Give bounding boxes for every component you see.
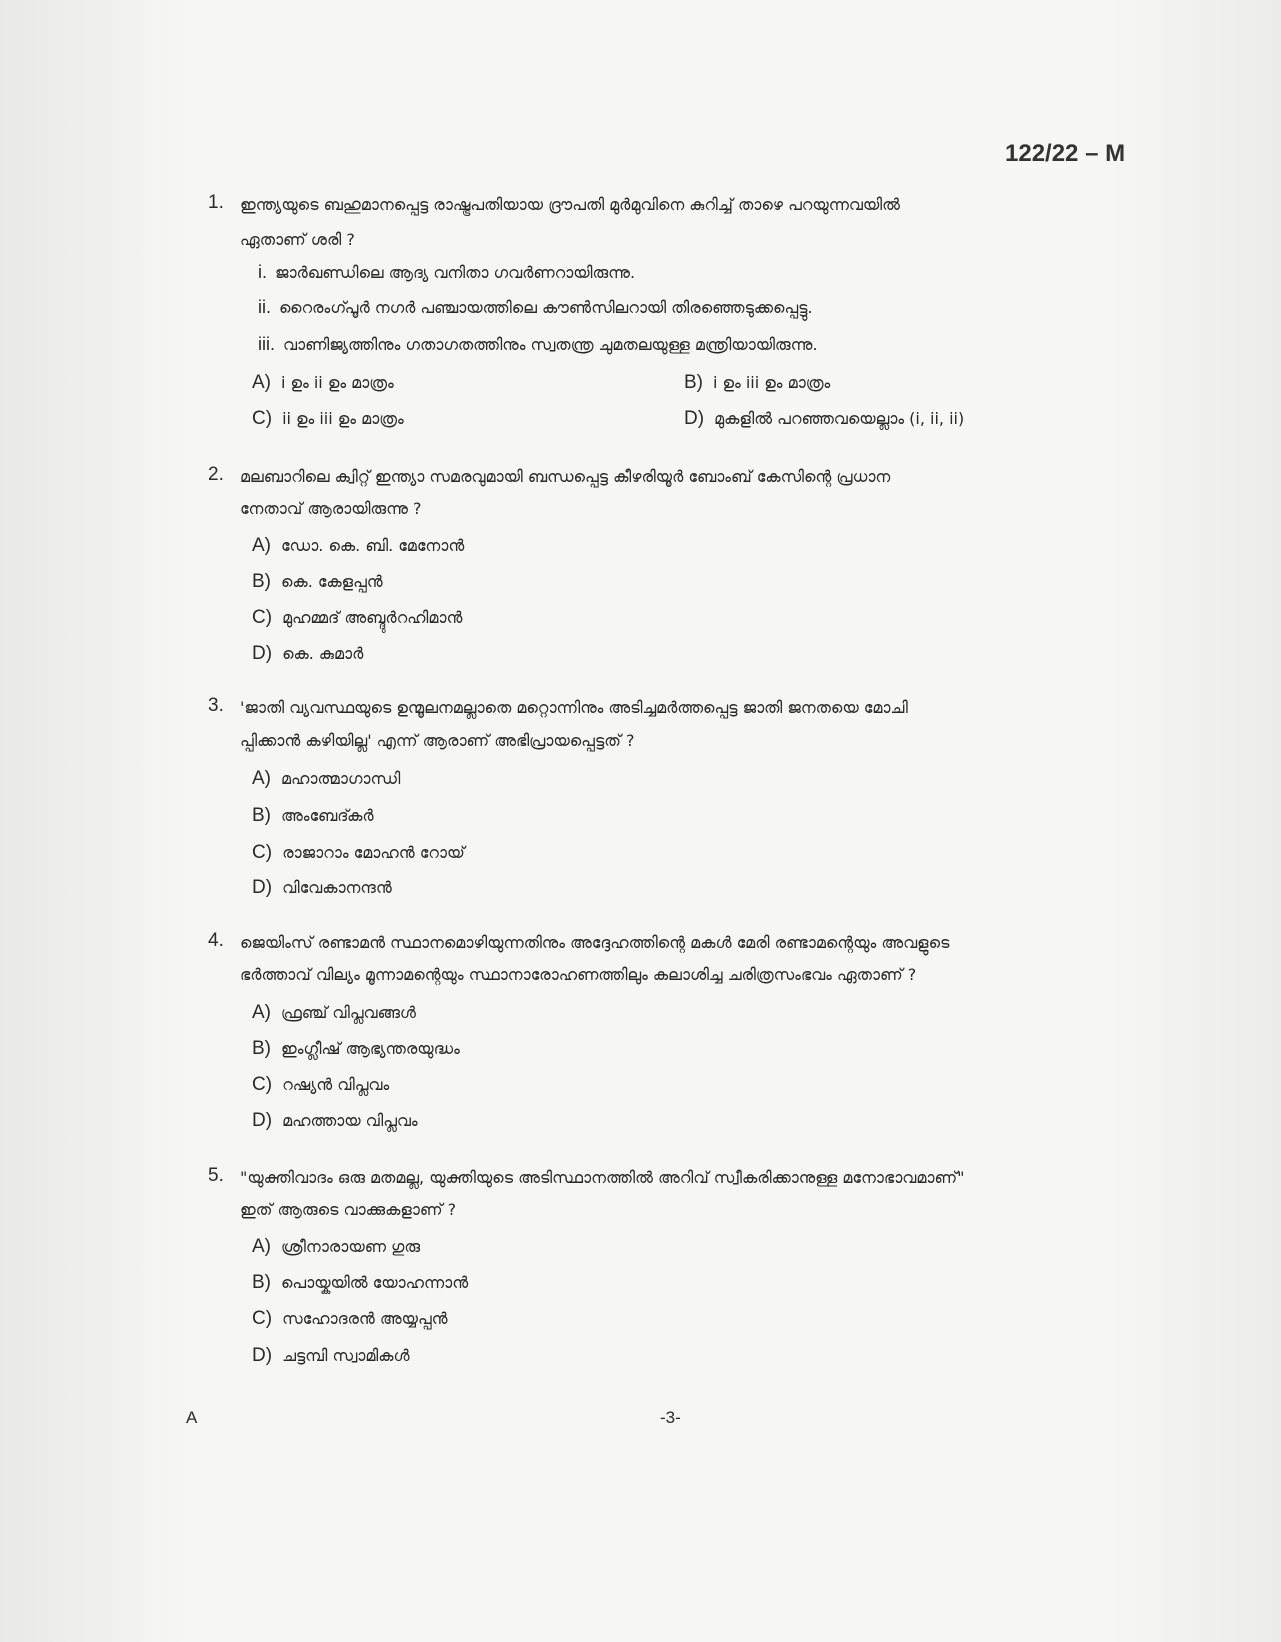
answer-option bbox=[252, 1236, 420, 1258]
option-text: ശ്രീനാരായണ ഗുരു bbox=[281, 1237, 421, 1256]
question-number: 3. bbox=[208, 695, 224, 716]
statement-text: റൈരംഗ്പൂർ നഗർ പഞ്ചായത്തിലെ കൗൺസിലറായി തിരഞ്ഞെടുക്കപ്പെട്ടു. bbox=[279, 298, 813, 317]
option-text: മുഹമ്മദ് അബ്ദുർറഹിമാൻ bbox=[282, 608, 463, 627]
question-text: നേതാവ് ആരായിരുന്നു ? bbox=[240, 499, 422, 518]
option-label: D) bbox=[252, 643, 273, 664]
paper-code: 122/22 – M bbox=[1005, 140, 1126, 167]
question-number: 1. bbox=[208, 192, 224, 213]
option-label: B) bbox=[252, 1272, 271, 1293]
option-text: കെ. കുമാർ bbox=[282, 644, 364, 663]
option-text: മുകളിൽ പറഞ്ഞവയെല്ലാം (i, ii, ii) bbox=[714, 409, 965, 428]
option-text: റഷ്യൻ വിപ്ലവം bbox=[282, 1075, 390, 1094]
option-label: D) bbox=[684, 408, 705, 429]
option-label: D) bbox=[252, 1345, 273, 1366]
option-text: ഫ്രഞ്ച് വിപ്ലവങ്ങൾ bbox=[281, 1003, 416, 1022]
footer-series: A bbox=[186, 1408, 198, 1427]
question-number: 2. bbox=[208, 464, 224, 485]
question-number: 5. bbox=[208, 1165, 224, 1186]
statement bbox=[258, 262, 635, 283]
statement-text: വാണിജ്യത്തിനും ഗതാഗതത്തിനും സ്വതന്ത്ര ചുമതലയുള്ള മന്ത്രിയായിരുന്നു. bbox=[283, 335, 818, 354]
question-number: 4. bbox=[208, 930, 224, 951]
option-label: B) bbox=[252, 571, 271, 592]
answer-option bbox=[252, 1308, 448, 1330]
page-number: -3- bbox=[660, 1408, 681, 1427]
option-label: B) bbox=[252, 805, 271, 826]
question-text: മലബാറിലെ ക്വിറ്റ് ഇന്ത്യാ സമരവുമായി ബന്ധപ്പെട്ട കീഴരിയൂർ ബോംബ് കേസിന്റെ പ്രധാന bbox=[240, 467, 891, 486]
answer-option bbox=[252, 1110, 418, 1132]
option-text: മഹത്തായ വിപ്ലവം bbox=[282, 1111, 418, 1130]
option-label: D) bbox=[252, 877, 273, 898]
option-label: C) bbox=[252, 1074, 273, 1095]
option-label: A) bbox=[252, 768, 271, 789]
option-label: B) bbox=[684, 372, 703, 393]
option-label: C) bbox=[252, 607, 273, 628]
option-label: B) bbox=[252, 1038, 271, 1059]
statement bbox=[258, 334, 818, 355]
statement-text: ജാർഖണ്ഡിലെ ആദ്യ വനിതാ ഗവർണറായിരുന്നു. bbox=[275, 263, 636, 282]
question-text: ഏതാണ് ശരി ? bbox=[240, 230, 355, 249]
answer-option bbox=[252, 805, 374, 827]
question-text: "യുക്തിവാദം ഒരു മതമല്ല, യുക്തിയുടെ അടിസ്ഥാനത്തിൽ അറിവ് സ്വീകരിക്കാനുള്ള മനോഭാവമാണ്" bbox=[240, 1168, 965, 1187]
option-label: C) bbox=[252, 1308, 273, 1329]
question-text: പ്പിക്കാൻ കഴിയില്ല' എന്ന് ആരാണ് അഭിപ്രായപ്പെട്ടത് ? bbox=[240, 731, 635, 750]
answer-option bbox=[252, 842, 465, 864]
question-text: 'ജാതി വ്യവസ്ഥയുടെ ഉന്മൂലനമല്ലാതെ മറ്റൊന്നിനും അടിച്ചമർത്തപ്പെട്ട ജാതി ജനതയെ മോചി bbox=[240, 698, 908, 717]
answer-option bbox=[252, 1074, 389, 1096]
statement bbox=[258, 297, 813, 318]
answer-option bbox=[684, 372, 830, 394]
option-label: A) bbox=[252, 372, 271, 393]
option-text: മഹാത്മാഗാന്ധി bbox=[281, 769, 401, 788]
option-text: ഡോ. കെ. ബി. മേനോൻ bbox=[281, 536, 465, 555]
answer-option bbox=[252, 372, 394, 394]
answer-option bbox=[252, 877, 392, 899]
option-text: അംബേദ്കർ bbox=[281, 806, 374, 825]
option-text: കെ. കേളപ്പൻ bbox=[281, 572, 383, 591]
option-text: ഇംഗ്ലീഷ് ആഭ്യന്തരയുദ്ധം bbox=[281, 1039, 460, 1058]
option-label: A) bbox=[252, 535, 271, 556]
option-text: പൊയ്കയിൽ യോഹന്നാൻ bbox=[281, 1273, 469, 1292]
answer-option bbox=[252, 1272, 468, 1294]
option-label: D) bbox=[252, 1110, 273, 1131]
option-text: i ഉം iii ഉം മാത്രം bbox=[713, 373, 831, 392]
option-label: C) bbox=[252, 408, 273, 429]
answer-option bbox=[252, 1038, 460, 1060]
option-label: A) bbox=[252, 1002, 271, 1023]
option-text: i ഉം ii ഉം മാത്രം bbox=[281, 373, 394, 392]
statement-label: i. bbox=[258, 262, 267, 282]
answer-option bbox=[252, 1345, 410, 1367]
option-label: A) bbox=[252, 1236, 271, 1257]
option-text: ii ഉം iii ഉം മാത്രം bbox=[282, 409, 404, 428]
answer-option bbox=[252, 535, 464, 557]
answer-option bbox=[252, 643, 363, 665]
question-text: ഇത് ആരുടെ വാക്കുകളാണ് ? bbox=[240, 1200, 457, 1219]
statement-label: ii. bbox=[258, 297, 271, 317]
answer-option bbox=[252, 1002, 416, 1024]
answer-option bbox=[684, 408, 964, 430]
option-label: C) bbox=[252, 842, 273, 863]
option-text: ചട്ടമ്പി സ്വാമികൾ bbox=[282, 1346, 410, 1365]
answer-option bbox=[252, 571, 383, 593]
option-text: സഹോദരൻ അയ്യപ്പൻ bbox=[282, 1309, 448, 1328]
question-text: ഭർത്താവ് വില്യം മൂന്നാമന്റെയും സ്ഥാനാരോഹണത്തിലും കലാശിച്ച ചരിത്രസംഭവം ഏതാണ് ? bbox=[240, 965, 917, 984]
question-text: ജെയിംസ് രണ്ടാമൻ സ്ഥാനമൊഴിയുന്നതിനും അദ്ദേഹത്തിന്റെ മകൾ മേരി രണ്ടാമന്റെയും അവളുടെ bbox=[240, 933, 950, 952]
option-text: രാജാറാം മോഹൻ റോയ് bbox=[282, 843, 465, 862]
statement-label: iii. bbox=[258, 334, 275, 354]
option-text: വിവേകാനന്ദൻ bbox=[282, 878, 392, 897]
answer-option bbox=[252, 607, 462, 629]
answer-option bbox=[252, 768, 400, 790]
answer-option bbox=[252, 408, 404, 430]
question-text: ഇന്ത്യയുടെ ബഹുമാനപ്പെട്ട രാഷ്ട്രപതിയായ ദ്രൗപതി മുർമുവിനെ കുറിച്ച് താഴെ പറയുന്നവയിൽ bbox=[240, 195, 900, 214]
